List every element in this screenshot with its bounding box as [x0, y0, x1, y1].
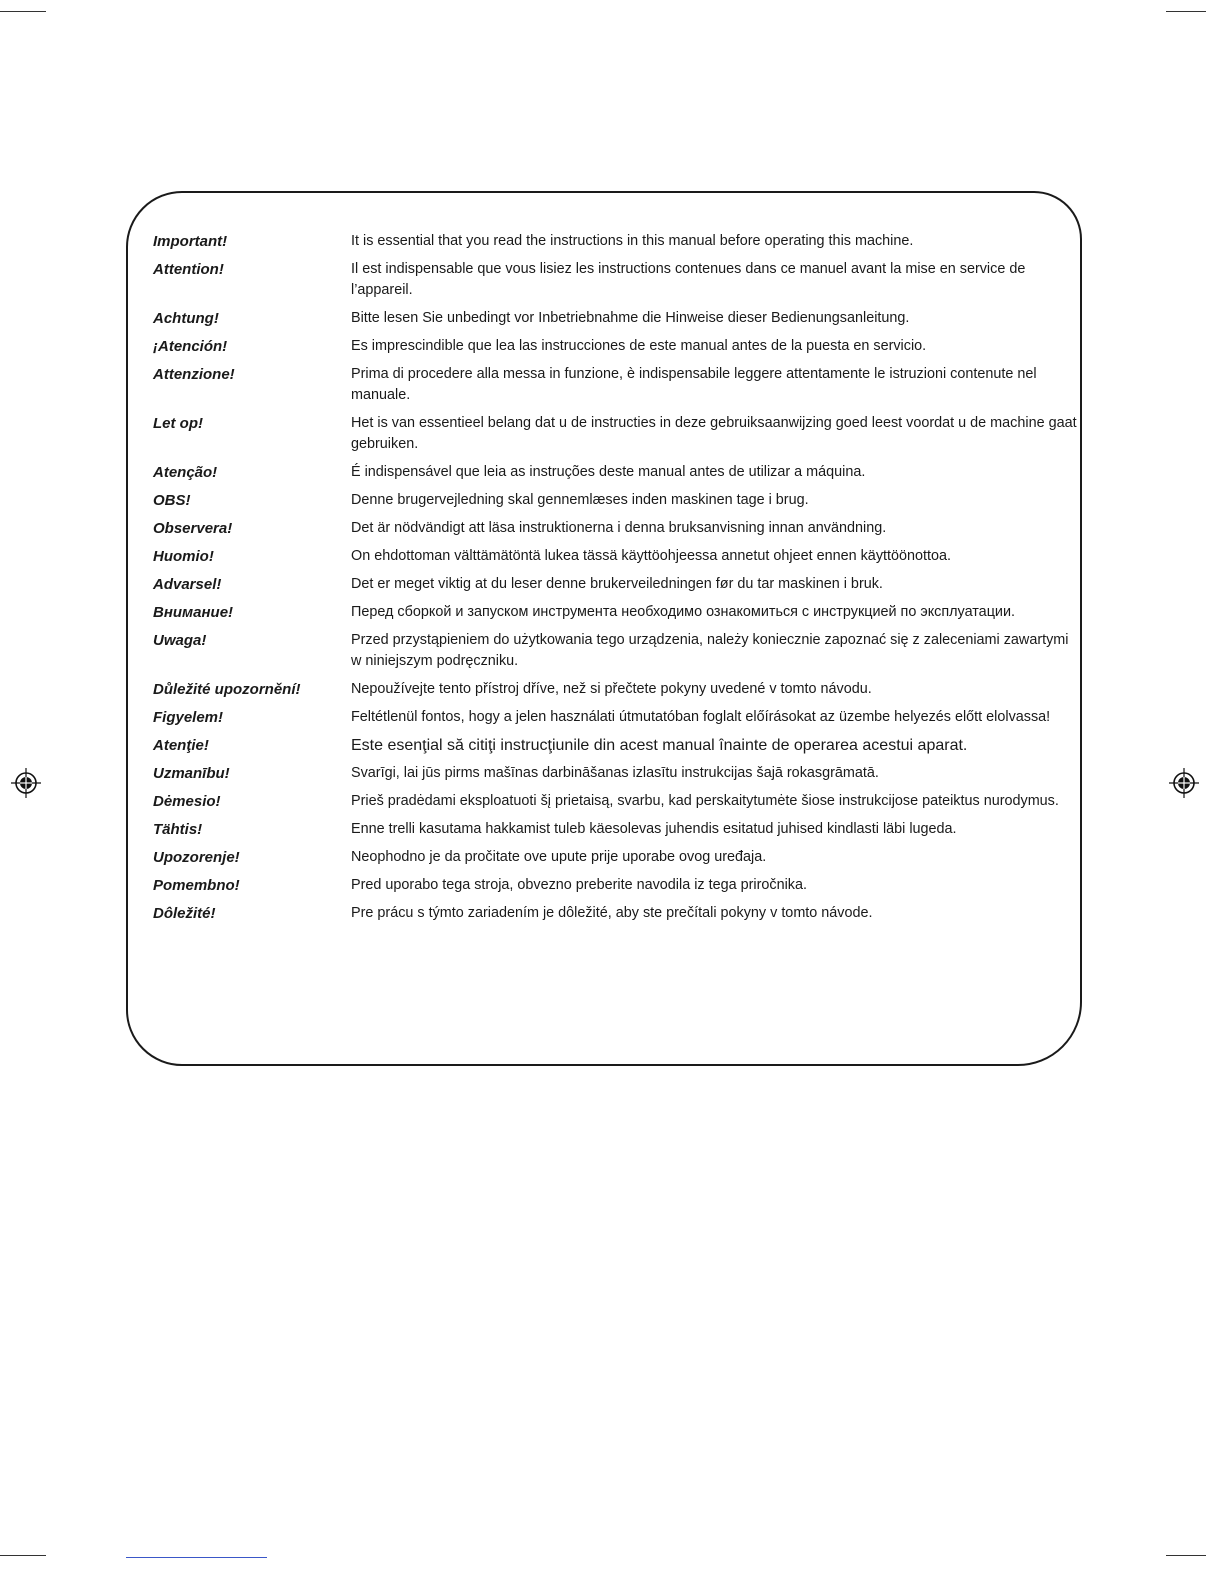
notice-row-italian	[153, 364, 1078, 406]
notice-label: Důležité upozornění!	[153, 681, 301, 698]
notice-label: Tähtis!	[153, 821, 203, 838]
notice-row-russian	[153, 602, 1078, 623]
crop-mark-bottom-left	[0, 1555, 46, 1556]
footer-rule	[126, 1557, 267, 1558]
notice-label: ¡Atención!	[153, 338, 228, 355]
notice-text: Det är nödvändigt att läsa instruktionerna i denna bruksanvisning innan användning.	[351, 520, 887, 536]
notice-row-portuguese	[153, 462, 1078, 483]
notice-label: Achtung!	[153, 310, 219, 327]
notice-label: Observera!	[153, 520, 233, 537]
registration-mark-icon	[11, 768, 41, 798]
notice-label: Atenção!	[153, 464, 218, 481]
notice-text: Svarīgi, lai jūs pirms mašīnas darbināšanas izlasītu instrukcijas šajā rokasgrāmatā.	[351, 765, 879, 781]
notice-text: Det er meget viktig at du leser denne brukerveiledningen før du tar maskinen i bruk.	[351, 576, 883, 592]
notice-text: It is essential that you read the instructions in this manual before operating this machine.	[351, 233, 914, 249]
notice-text: Перед сборкой и запуском инструмента необходимо ознакомиться с инструкцией по эксплуатации.	[351, 604, 1016, 620]
notice-label: Dôležité!	[153, 905, 216, 922]
notice-row-german	[153, 308, 1078, 329]
notice-row-english	[153, 231, 1078, 252]
notice-text: Il est indispensable que vous lisiez les instructions contenues dans ce manuel avant la mise en service de l’appareil.	[351, 261, 1026, 298]
notice-label: Atenţie!	[153, 737, 209, 754]
notice-text: Nepoužívejte tento přístroj dříve, než si přečtete pokyny uvedené v tomto návodu.	[351, 681, 872, 697]
notice-row-norwegian	[153, 574, 1078, 595]
notice-text: On ehdottoman välttämätöntä lukea tässä käyttöohjeessa annetut ohjeet ennen käyttöönottoa.	[351, 548, 952, 564]
notice-row-slovak	[153, 903, 1078, 924]
notice-label: Uzmanību!	[153, 765, 230, 782]
notice-row-spanish	[153, 336, 1078, 357]
notice-row-danish	[153, 490, 1078, 511]
notice-label: Dėmesio!	[153, 793, 221, 810]
notice-text: Prima di procedere alla messa in funzione, è indispensabile leggere attentamente le istruzioni contenute nel manuale.	[351, 366, 1037, 403]
notice-text: Es imprescindible que lea las instrucciones de este manual antes de la puesta en servicio.	[351, 338, 927, 354]
crop-mark-top-left	[0, 11, 46, 12]
notice-text: Enne trelli kasutama hakkamist tuleb käesolevas juhendis esitatud juhised kindlasti läbi lugeda.	[351, 821, 957, 837]
notice-row-dutch	[153, 413, 1078, 455]
notice-text: Denne brugervejledning skal gennemlæses inden maskinen tage i brug.	[351, 492, 809, 508]
notice-label: Pomembno!	[153, 877, 240, 894]
notice-label: Important!	[153, 233, 228, 250]
notice-label: Figyelem!	[153, 709, 224, 726]
notice-label: Attenzione!	[153, 366, 235, 383]
notice-row-hungarian	[153, 707, 1078, 728]
notice-row-estonian	[153, 819, 1078, 840]
notice-row-lithuanian	[153, 791, 1078, 812]
notice-text: Het is van essentieel belang dat u de instructies in deze gebruiksaanwijzing goed leest voordat u de machine gaat gebruiken.	[351, 415, 1077, 452]
notice-row-croatian	[153, 847, 1078, 868]
notice-text: Prieš pradėdami eksploatuoti šį prietaisą, svarbu, kad perskaitytumėte šiose instrukcijose pateiktus nurodymus.	[351, 793, 1059, 809]
notice-list	[153, 231, 1078, 931]
notice-text: Este esenţial să citiţi instrucţiunile din acest manual înainte de operarea acestui aparat.	[351, 737, 968, 754]
registration-mark-icon	[1169, 768, 1199, 798]
notice-text: Przed przystąpieniem do użytkowania tego urządzenia, należy koniecznie zapoznać się z zaleceniami zawartymi w niniejszym podręczniku.	[351, 632, 1069, 669]
notice-label: Advarsel!	[153, 576, 222, 593]
notice-row-french	[153, 259, 1078, 301]
notice-row-swedish	[153, 518, 1078, 539]
notice-text: Neophodno je da pročitate ove upute prije uporabe ovog uređaja.	[351, 849, 767, 865]
notice-label: Let op!	[153, 415, 203, 432]
notice-row-latvian	[153, 763, 1078, 784]
crop-mark-top-right	[1166, 11, 1206, 12]
notice-text: É indispensável que leia as instruções deste manual antes de utilizar a máquina.	[351, 464, 866, 480]
notice-text: Feltétlenül fontos, hogy a jelen használati útmutatóban foglalt előírásokat az üzembe helyezés előtt elolvassa!	[351, 709, 1051, 725]
notice-label: Внимание!	[153, 604, 234, 621]
notice-label: Uwaga!	[153, 632, 207, 649]
notice-text: Pre prácu s týmto zariadením je dôležité, aby ste prečítali pokyny v tomto návode.	[351, 905, 873, 921]
notice-row-polish	[153, 630, 1078, 672]
notice-row-slovenian	[153, 875, 1078, 896]
notice-label: OBS!	[153, 492, 191, 509]
notice-label: Upozorenje!	[153, 849, 240, 866]
notice-row-finnish	[153, 546, 1078, 567]
crop-mark-bottom-right	[1166, 1555, 1206, 1556]
notice-label: Attention!	[153, 261, 224, 278]
notice-row-czech	[153, 679, 1078, 700]
notice-text: Pred uporabo tega stroja, obvezno preberite navodila iz tega priročnika.	[351, 877, 807, 893]
notice-label: Huomio!	[153, 548, 214, 565]
notice-row-romanian	[153, 735, 1078, 756]
notice-text: Bitte lesen Sie unbedingt vor Inbetriebnahme die Hinweise dieser Bedienungsanleitung.	[351, 310, 910, 326]
